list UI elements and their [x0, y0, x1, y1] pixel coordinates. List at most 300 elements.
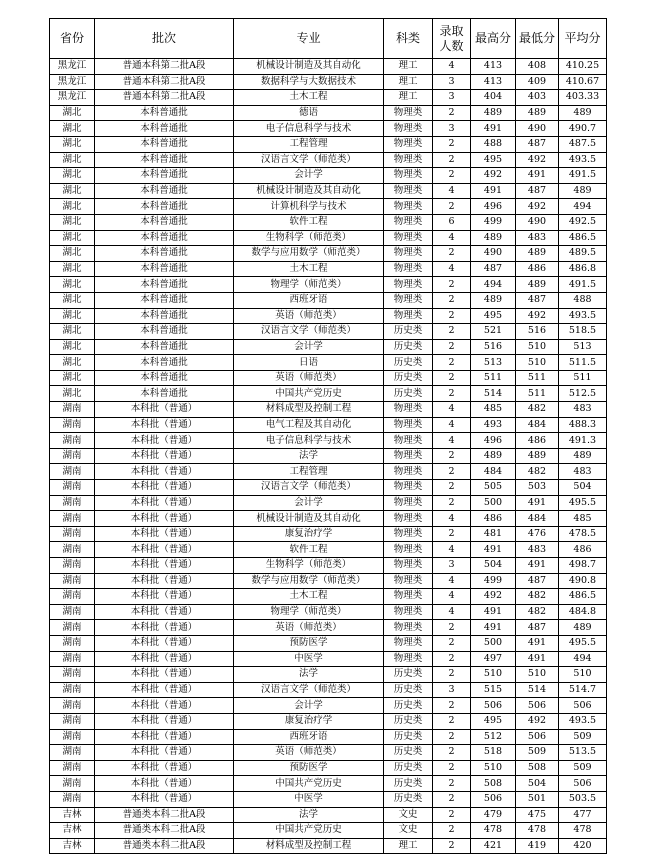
- batch-cell: 本科普通批: [95, 168, 234, 184]
- category-cell: 物理类: [384, 620, 433, 636]
- min-score-cell: 489: [516, 105, 559, 121]
- batch-cell: 本科批（普通）: [95, 558, 234, 574]
- major-cell: 西班牙语: [234, 292, 384, 308]
- major-cell: 日语: [234, 355, 384, 371]
- avg-score-cell: 410.67: [559, 74, 607, 90]
- avg-score-cell: 483: [559, 464, 607, 480]
- avg-score-cell: 487.5: [559, 136, 607, 152]
- max-score-cell: 495: [471, 152, 516, 168]
- count-cell: 4: [433, 511, 471, 527]
- max-score-cell: 489: [471, 105, 516, 121]
- batch-cell: 本科批（普通）: [95, 698, 234, 714]
- major-cell: 会计学: [234, 168, 384, 184]
- major-cell: 电子信息科学与技术: [234, 121, 384, 137]
- batch-cell: 普通类本科二批A段: [95, 838, 234, 854]
- count-cell: 2: [433, 495, 471, 511]
- major-cell: 中医学: [234, 791, 384, 807]
- avg-score-cell: 493.5: [559, 308, 607, 324]
- avg-score-cell: 493.5: [559, 713, 607, 729]
- table-row: [50, 59, 607, 75]
- major-cell: 汉语言文学（师范类）: [234, 152, 384, 168]
- min-score-cell: 503: [516, 480, 559, 496]
- table-row: [50, 152, 607, 168]
- min-score-cell: 487: [516, 292, 559, 308]
- table-row: [50, 511, 607, 527]
- table-row: [50, 417, 607, 433]
- province-cell: 湖南: [50, 760, 95, 776]
- category-cell: 物理类: [384, 402, 433, 418]
- province-cell: 湖南: [50, 651, 95, 667]
- table-row: [50, 355, 607, 371]
- avg-score-cell: 513: [559, 339, 607, 355]
- table-row: [50, 324, 607, 340]
- max-score-cell: 493: [471, 417, 516, 433]
- category-cell: 物理类: [384, 511, 433, 527]
- category-cell: 物理类: [384, 292, 433, 308]
- min-score-cell: 514: [516, 682, 559, 698]
- max-score-cell: 495: [471, 308, 516, 324]
- avg-score-cell: 410.25: [559, 59, 607, 75]
- category-cell: 历史类: [384, 776, 433, 792]
- min-score-cell: 482: [516, 464, 559, 480]
- category-cell: 文史: [384, 823, 433, 839]
- avg-score-cell: 490.7: [559, 121, 607, 137]
- province-cell: 湖北: [50, 152, 95, 168]
- max-score-cell: 479: [471, 807, 516, 823]
- category-cell: 物理类: [384, 261, 433, 277]
- batch-cell: 普通本科第二批A段: [95, 59, 234, 75]
- count-cell: 2: [433, 105, 471, 121]
- min-score-cell: 419: [516, 838, 559, 854]
- max-score-cell: 404: [471, 90, 516, 106]
- max-score-cell: 491: [471, 542, 516, 558]
- min-score-cell: 492: [516, 152, 559, 168]
- batch-cell: 本科批（普通）: [95, 682, 234, 698]
- min-score-cell: 476: [516, 526, 559, 542]
- major-cell: 中国共产党历史: [234, 823, 384, 839]
- major-cell: 汉语言文学（师范类）: [234, 480, 384, 496]
- count-cell: 2: [433, 713, 471, 729]
- category-cell: 物理类: [384, 246, 433, 262]
- table-row: [50, 136, 607, 152]
- avg-score-cell: 486.5: [559, 589, 607, 605]
- avg-score-cell: 491.5: [559, 277, 607, 293]
- province-cell: 湖南: [50, 495, 95, 511]
- min-score-cell: 489: [516, 246, 559, 262]
- province-cell: 吉林: [50, 838, 95, 854]
- table-row: [50, 667, 607, 683]
- table-row: [50, 464, 607, 480]
- category-cell: 物理类: [384, 542, 433, 558]
- province-cell: 湖南: [50, 698, 95, 714]
- max-score-cell: 489: [471, 292, 516, 308]
- batch-cell: 本科普通批: [95, 370, 234, 386]
- batch-cell: 本科普通批: [95, 121, 234, 137]
- count-cell: 2: [433, 370, 471, 386]
- province-cell: 湖南: [50, 573, 95, 589]
- category-cell: 物理类: [384, 604, 433, 620]
- table-row: [50, 230, 607, 246]
- major-cell: 法学: [234, 667, 384, 683]
- avg-score-cell: 498.7: [559, 558, 607, 574]
- avg-score-cell: 491.5: [559, 168, 607, 184]
- major-cell: 机械设计制造及其自动化: [234, 59, 384, 75]
- avg-score-cell: 420: [559, 838, 607, 854]
- table-row: [50, 651, 607, 667]
- table-body: [50, 59, 607, 854]
- province-cell: 湖北: [50, 214, 95, 230]
- major-cell: 西班牙语: [234, 729, 384, 745]
- max-score-cell: 495: [471, 713, 516, 729]
- count-cell: 4: [433, 261, 471, 277]
- batch-cell: 本科批（普通）: [95, 791, 234, 807]
- batch-cell: 本科批（普通）: [95, 526, 234, 542]
- major-cell: 数学与应用数学（师范类）: [234, 573, 384, 589]
- min-score-cell: 501: [516, 791, 559, 807]
- max-score-cell: 506: [471, 791, 516, 807]
- category-cell: 物理类: [384, 105, 433, 121]
- avg-score-cell: 503.5: [559, 791, 607, 807]
- province-cell: 湖北: [50, 230, 95, 246]
- major-cell: 土木工程: [234, 589, 384, 605]
- min-score-cell: 482: [516, 402, 559, 418]
- batch-cell: 普通类本科二批A段: [95, 823, 234, 839]
- min-score-cell: 408: [516, 59, 559, 75]
- table-row: [50, 105, 607, 121]
- province-cell: 湖南: [50, 589, 95, 605]
- avg-score-cell: 490.8: [559, 573, 607, 589]
- major-cell: 中医学: [234, 651, 384, 667]
- major-cell: 物理学（师范类）: [234, 277, 384, 293]
- min-score-cell: 504: [516, 776, 559, 792]
- batch-cell: 本科普通批: [95, 199, 234, 215]
- batch-cell: 本科普通批: [95, 292, 234, 308]
- avg-score-cell: 512.5: [559, 386, 607, 402]
- min-score-cell: 487: [516, 573, 559, 589]
- major-cell: 数学与应用数学（师范类）: [234, 246, 384, 262]
- count-cell: 2: [433, 480, 471, 496]
- header-min-score: 最低分: [516, 19, 559, 59]
- table-row: [50, 807, 607, 823]
- province-cell: 湖北: [50, 168, 95, 184]
- count-cell: 2: [433, 355, 471, 371]
- table-row: [50, 838, 607, 854]
- province-cell: 湖北: [50, 324, 95, 340]
- max-score-cell: 496: [471, 199, 516, 215]
- max-score-cell: 484: [471, 464, 516, 480]
- table-row: [50, 308, 607, 324]
- table-row: [50, 635, 607, 651]
- category-cell: 物理类: [384, 448, 433, 464]
- province-cell: 黑龙江: [50, 90, 95, 106]
- count-cell: 2: [433, 386, 471, 402]
- batch-cell: 本科批（普通）: [95, 573, 234, 589]
- major-cell: 法学: [234, 807, 384, 823]
- max-score-cell: 505: [471, 480, 516, 496]
- table-row: [50, 90, 607, 106]
- major-cell: 会计学: [234, 339, 384, 355]
- batch-cell: 普通类本科二批A段: [95, 807, 234, 823]
- province-cell: 湖南: [50, 729, 95, 745]
- count-cell: 6: [433, 214, 471, 230]
- category-cell: 历史类: [384, 745, 433, 761]
- max-score-cell: 512: [471, 729, 516, 745]
- count-cell: 3: [433, 90, 471, 106]
- min-score-cell: 492: [516, 713, 559, 729]
- batch-cell: 本科批（普通）: [95, 417, 234, 433]
- province-cell: 湖北: [50, 308, 95, 324]
- min-score-cell: 487: [516, 183, 559, 199]
- header-count-line2: 人数: [439, 38, 464, 53]
- major-cell: 法学: [234, 448, 384, 464]
- max-score-cell: 489: [471, 448, 516, 464]
- category-cell: 物理类: [384, 417, 433, 433]
- province-cell: 湖南: [50, 620, 95, 636]
- category-cell: 历史类: [384, 791, 433, 807]
- max-score-cell: 492: [471, 589, 516, 605]
- province-cell: 湖北: [50, 121, 95, 137]
- province-cell: 湖北: [50, 355, 95, 371]
- batch-cell: 本科批（普通）: [95, 635, 234, 651]
- count-cell: 4: [433, 230, 471, 246]
- avg-score-cell: 506: [559, 698, 607, 714]
- major-cell: 计算机科学与技术: [234, 199, 384, 215]
- count-cell: 2: [433, 651, 471, 667]
- max-score-cell: 516: [471, 339, 516, 355]
- count-cell: 2: [433, 246, 471, 262]
- category-cell: 历史类: [384, 682, 433, 698]
- table-row: [50, 776, 607, 792]
- count-cell: 4: [433, 433, 471, 449]
- province-cell: 湖北: [50, 370, 95, 386]
- min-score-cell: 506: [516, 729, 559, 745]
- province-cell: 湖南: [50, 402, 95, 418]
- category-cell: 物理类: [384, 433, 433, 449]
- major-cell: 英语（师范类）: [234, 620, 384, 636]
- avg-score-cell: 511: [559, 370, 607, 386]
- batch-cell: 普通本科第二批A段: [95, 90, 234, 106]
- max-score-cell: 518: [471, 745, 516, 761]
- avg-score-cell: 495.5: [559, 635, 607, 651]
- avg-score-cell: 484.8: [559, 604, 607, 620]
- header-major: 专业: [234, 19, 384, 59]
- avg-score-cell: 511.5: [559, 355, 607, 371]
- batch-cell: 本科批（普通）: [95, 433, 234, 449]
- batch-cell: 本科普通批: [95, 308, 234, 324]
- province-cell: 湖南: [50, 713, 95, 729]
- min-score-cell: 492: [516, 199, 559, 215]
- batch-cell: 本科批（普通）: [95, 729, 234, 745]
- batch-cell: 本科普通批: [95, 183, 234, 199]
- max-score-cell: 491: [471, 121, 516, 137]
- major-cell: 汉语言文学（师范类）: [234, 682, 384, 698]
- max-score-cell: 511: [471, 370, 516, 386]
- batch-cell: 本科批（普通）: [95, 745, 234, 761]
- max-score-cell: 515: [471, 682, 516, 698]
- province-cell: 黑龙江: [50, 74, 95, 90]
- category-cell: 历史类: [384, 355, 433, 371]
- batch-cell: 本科普通批: [95, 105, 234, 121]
- count-cell: 2: [433, 776, 471, 792]
- avg-score-cell: 513.5: [559, 745, 607, 761]
- min-score-cell: 511: [516, 370, 559, 386]
- avg-score-cell: 489: [559, 183, 607, 199]
- min-score-cell: 510: [516, 355, 559, 371]
- category-cell: 历史类: [384, 713, 433, 729]
- major-cell: 英语（师范类）: [234, 370, 384, 386]
- min-score-cell: 487: [516, 136, 559, 152]
- category-cell: 物理类: [384, 573, 433, 589]
- batch-cell: 本科批（普通）: [95, 604, 234, 620]
- avg-score-cell: 478: [559, 823, 607, 839]
- major-cell: 材料成型及控制工程: [234, 838, 384, 854]
- batch-cell: 本科批（普通）: [95, 620, 234, 636]
- province-cell: 湖南: [50, 558, 95, 574]
- count-cell: 2: [433, 620, 471, 636]
- count-cell: 3: [433, 121, 471, 137]
- batch-cell: 本科普通批: [95, 386, 234, 402]
- category-cell: 历史类: [384, 698, 433, 714]
- province-cell: 湖南: [50, 635, 95, 651]
- batch-cell: 本科普通批: [95, 152, 234, 168]
- province-cell: 湖北: [50, 277, 95, 293]
- province-cell: 湖南: [50, 433, 95, 449]
- category-cell: 文史: [384, 807, 433, 823]
- province-cell: 湖北: [50, 199, 95, 215]
- province-cell: 湖北: [50, 105, 95, 121]
- max-score-cell: 521: [471, 324, 516, 340]
- category-cell: 物理类: [384, 152, 433, 168]
- province-cell: 湖南: [50, 417, 95, 433]
- header-count-line1: 录取: [439, 23, 464, 38]
- min-score-cell: 509: [516, 745, 559, 761]
- province-cell: 吉林: [50, 823, 95, 839]
- province-cell: 湖南: [50, 542, 95, 558]
- max-score-cell: 491: [471, 183, 516, 199]
- batch-cell: 本科批（普通）: [95, 495, 234, 511]
- province-cell: 湖北: [50, 339, 95, 355]
- avg-score-cell: 488.3: [559, 417, 607, 433]
- table-row: [50, 121, 607, 137]
- max-score-cell: 413: [471, 74, 516, 90]
- min-score-cell: 489: [516, 448, 559, 464]
- table-row: [50, 791, 607, 807]
- batch-cell: 本科批（普通）: [95, 651, 234, 667]
- province-cell: 湖北: [50, 136, 95, 152]
- count-cell: 2: [433, 152, 471, 168]
- category-cell: 物理类: [384, 230, 433, 246]
- table-row: [50, 261, 607, 277]
- table-row: [50, 682, 607, 698]
- max-score-cell: 421: [471, 838, 516, 854]
- batch-cell: 本科批（普通）: [95, 480, 234, 496]
- category-cell: 理工: [384, 90, 433, 106]
- count-cell: 2: [433, 729, 471, 745]
- count-cell: 2: [433, 807, 471, 823]
- min-score-cell: 484: [516, 417, 559, 433]
- major-cell: 预防医学: [234, 635, 384, 651]
- category-cell: 物理类: [384, 635, 433, 651]
- batch-cell: 本科批（普通）: [95, 448, 234, 464]
- table-row: [50, 480, 607, 496]
- min-score-cell: 506: [516, 698, 559, 714]
- category-cell: 历史类: [384, 386, 433, 402]
- avg-score-cell: 493.5: [559, 152, 607, 168]
- batch-cell: 本科普通批: [95, 339, 234, 355]
- batch-cell: 本科普通批: [95, 324, 234, 340]
- table-row: [50, 339, 607, 355]
- avg-score-cell: 403.33: [559, 90, 607, 106]
- max-score-cell: 496: [471, 433, 516, 449]
- province-cell: 湖北: [50, 246, 95, 262]
- category-cell: 物理类: [384, 121, 433, 137]
- table-row: [50, 620, 607, 636]
- table-row: [50, 168, 607, 184]
- batch-cell: 本科普通批: [95, 136, 234, 152]
- max-score-cell: 488: [471, 136, 516, 152]
- category-cell: 历史类: [384, 729, 433, 745]
- major-cell: 预防医学: [234, 760, 384, 776]
- category-cell: 物理类: [384, 558, 433, 574]
- batch-cell: 本科批（普通）: [95, 776, 234, 792]
- count-cell: 2: [433, 136, 471, 152]
- table-row: [50, 745, 607, 761]
- province-cell: 湖南: [50, 480, 95, 496]
- batch-cell: 本科批（普通）: [95, 402, 234, 418]
- table-row: [50, 292, 607, 308]
- avg-score-cell: 514.7: [559, 682, 607, 698]
- batch-cell: 本科普通批: [95, 277, 234, 293]
- avg-score-cell: 491.3: [559, 433, 607, 449]
- batch-cell: 本科批（普通）: [95, 511, 234, 527]
- avg-score-cell: 486: [559, 542, 607, 558]
- avg-score-cell: 504: [559, 480, 607, 496]
- table-row: [50, 402, 607, 418]
- count-cell: 2: [433, 760, 471, 776]
- max-score-cell: 510: [471, 667, 516, 683]
- count-cell: 2: [433, 277, 471, 293]
- province-cell: 湖南: [50, 791, 95, 807]
- category-cell: 历史类: [384, 324, 433, 340]
- province-cell: 黑龙江: [50, 59, 95, 75]
- category-cell: 物理类: [384, 480, 433, 496]
- min-score-cell: 490: [516, 214, 559, 230]
- batch-cell: 本科批（普通）: [95, 713, 234, 729]
- table-row: [50, 573, 607, 589]
- batch-cell: 本科普通批: [95, 246, 234, 262]
- avg-score-cell: 494: [559, 651, 607, 667]
- table-row: [50, 277, 607, 293]
- table-row: [50, 370, 607, 386]
- min-score-cell: 516: [516, 324, 559, 340]
- table-row: [50, 589, 607, 605]
- min-score-cell: 483: [516, 230, 559, 246]
- min-score-cell: 483: [516, 542, 559, 558]
- province-cell: 湖南: [50, 682, 95, 698]
- batch-cell: 本科批（普通）: [95, 542, 234, 558]
- max-score-cell: 497: [471, 651, 516, 667]
- header-avg-score: 平均分: [559, 19, 607, 59]
- category-cell: 物理类: [384, 199, 433, 215]
- max-score-cell: 491: [471, 604, 516, 620]
- avg-score-cell: 510: [559, 667, 607, 683]
- count-cell: 3: [433, 74, 471, 90]
- table-row: [50, 183, 607, 199]
- min-score-cell: 486: [516, 261, 559, 277]
- max-score-cell: 487: [471, 261, 516, 277]
- max-score-cell: 499: [471, 214, 516, 230]
- min-score-cell: 478: [516, 823, 559, 839]
